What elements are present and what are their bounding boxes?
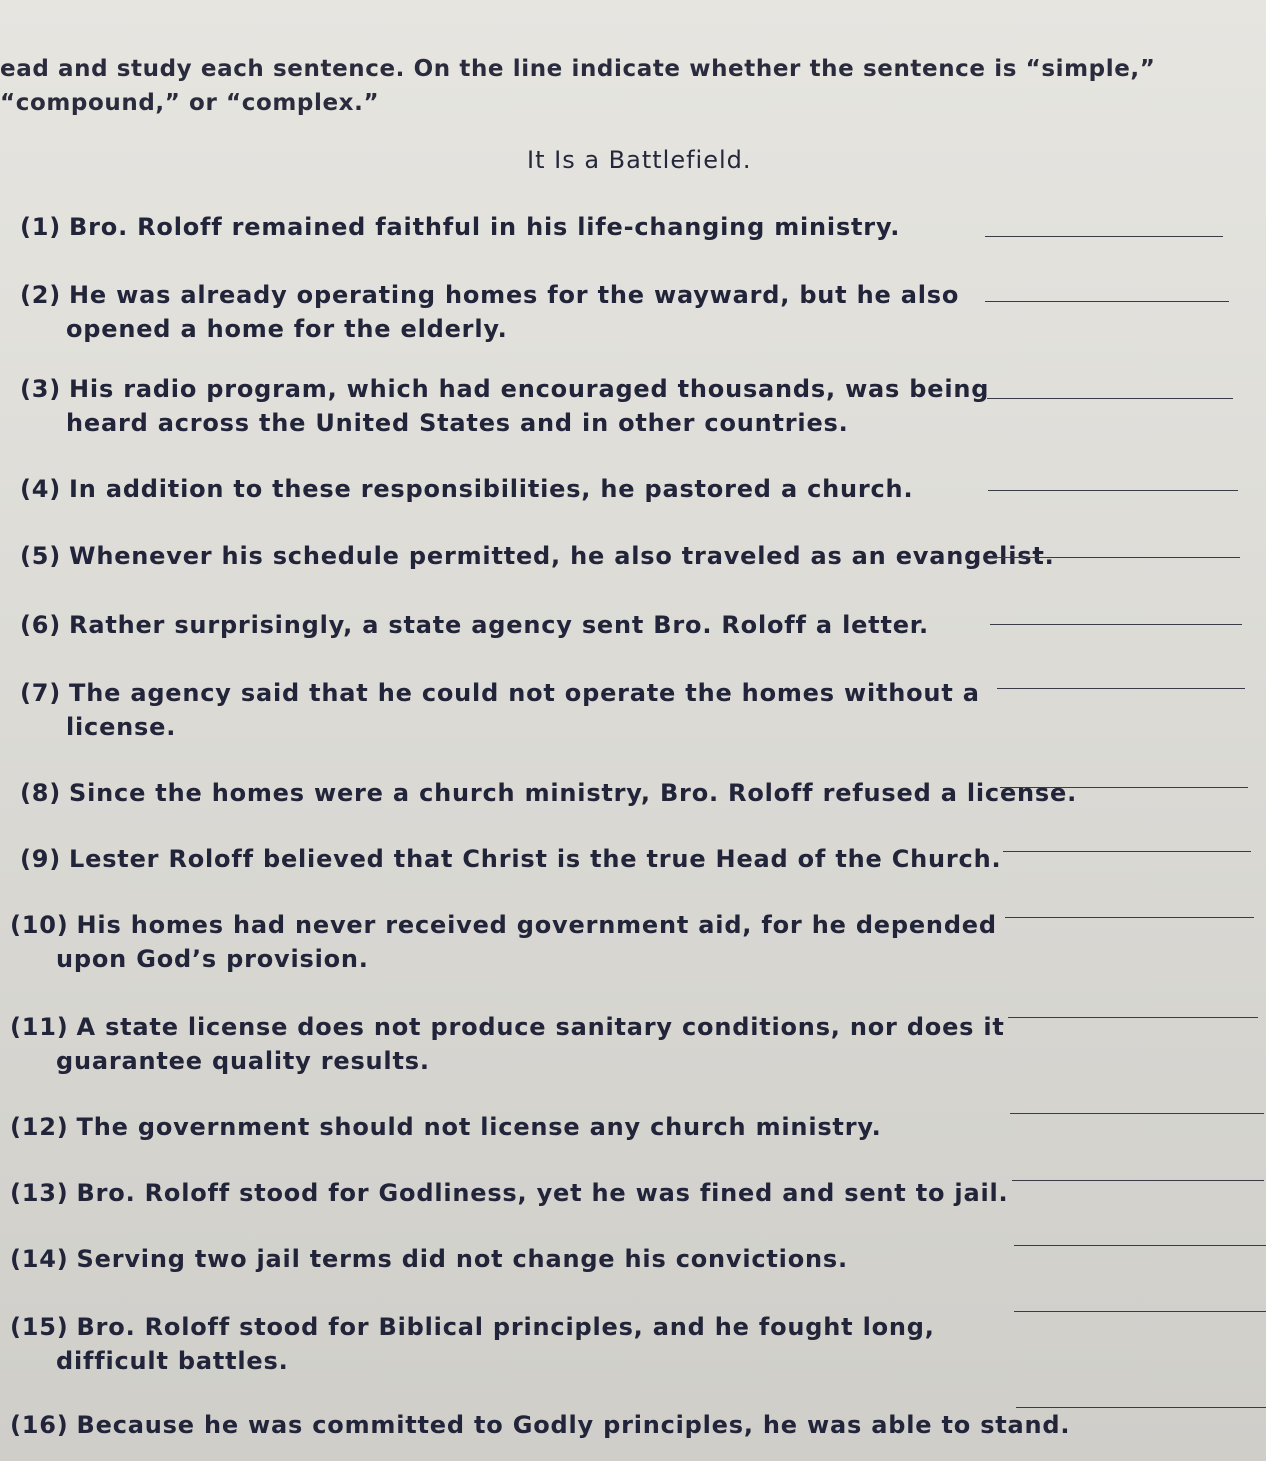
sentence-number: (6) <box>20 611 62 639</box>
answer-line-5[interactable] <box>990 557 1240 558</box>
sentence-number: (2) <box>20 281 62 309</box>
answer-line-4[interactable] <box>988 490 1238 491</box>
sentence-text: The government should not license any church ministry. <box>76 1113 882 1141</box>
sentence-text-continued: difficult battles. <box>56 1347 289 1375</box>
answer-line-11[interactable] <box>1008 1017 1258 1018</box>
sentence-item-2 <box>20 278 959 346</box>
sentence-number: (16) <box>10 1411 69 1439</box>
sentence-text: His homes had never received government aid, for he depended <box>76 911 997 939</box>
sentence-text-continued: upon God’s provision. <box>56 945 369 973</box>
answer-line-13[interactable] <box>1012 1180 1264 1181</box>
answer-line-8[interactable] <box>1000 787 1248 788</box>
answer-line-3[interactable] <box>987 398 1233 399</box>
sentence-text: His radio program, which had encouraged thousands, was being <box>69 375 990 403</box>
answer-line-2[interactable] <box>985 301 1229 302</box>
sentence-text-continued: opened a home for the elderly. <box>66 315 508 343</box>
instructions-text: ead and study each sentence. On the line indicate whether the sentence is “simple,” “compound,” or “complex.” <box>0 56 1156 116</box>
answer-line-14[interactable] <box>1014 1245 1266 1246</box>
worksheet-title: It Is a Battlefield. <box>527 146 752 174</box>
sentence-number: (7) <box>20 679 62 707</box>
sentence-item-7 <box>20 676 980 744</box>
sentence-text: In addition to these responsibilities, he pastored a church. <box>69 475 914 503</box>
sentence-number: (11) <box>10 1013 69 1041</box>
sentence-text-continued: license. <box>66 713 177 741</box>
answer-line-12[interactable] <box>1010 1113 1264 1114</box>
sentence-text: Because he was committed to Godly principles, he was able to stand. <box>76 1411 1071 1439</box>
sentence-number: (14) <box>10 1245 69 1273</box>
sentence-item-1 <box>20 210 900 244</box>
sentence-number: (12) <box>10 1113 69 1141</box>
sentence-item-3 <box>20 372 989 440</box>
sentence-item-15 <box>10 1310 935 1378</box>
sentence-item-11 <box>10 1010 1005 1078</box>
sentence-text: Bro. Roloff stood for Biblical principles, and he fought long, <box>76 1313 935 1341</box>
answer-line-16[interactable] <box>1016 1407 1266 1408</box>
sentence-text-continued: guarantee quality results. <box>56 1047 430 1075</box>
sentence-item-12 <box>10 1110 882 1144</box>
sentence-number: (10) <box>10 911 69 939</box>
sentence-number: (13) <box>10 1179 69 1207</box>
sentence-item-10 <box>10 908 997 976</box>
sentence-text: He was already operating homes for the wayward, but he also <box>69 281 960 309</box>
sentence-item-4 <box>20 472 913 506</box>
sentence-number: (1) <box>20 213 62 241</box>
sentence-item-14 <box>10 1242 848 1276</box>
sentence-item-5 <box>20 539 1055 573</box>
sentence-text: Serving two jail terms did not change his convictions. <box>76 1245 848 1273</box>
sentence-number: (8) <box>20 779 62 807</box>
answer-line-10[interactable] <box>1005 917 1254 918</box>
sentence-text: The agency said that he could not operate the homes without a <box>69 679 980 707</box>
answer-line-15[interactable] <box>1014 1311 1266 1312</box>
sentence-number: (3) <box>20 375 62 403</box>
sentence-text: Bro. Roloff stood for Godliness, yet he was fined and sent to jail. <box>76 1179 1009 1207</box>
answer-line-1[interactable] <box>985 236 1223 237</box>
sentence-number: (9) <box>20 845 62 873</box>
sentence-text: Since the homes were a church ministry, Bro. Roloff refused a license. <box>69 779 1077 807</box>
answer-line-9[interactable] <box>1003 851 1251 852</box>
sentence-item-13 <box>10 1176 1008 1210</box>
sentence-item-16 <box>10 1408 1070 1442</box>
sentence-text: Whenever his schedule permitted, he also traveled as an evangelist. <box>69 542 1055 570</box>
sentence-text: Bro. Roloff remained faithful in his life-changing ministry. <box>69 213 901 241</box>
answer-line-7[interactable] <box>997 688 1245 689</box>
sentence-item-8 <box>20 776 1077 810</box>
sentence-number: (5) <box>20 542 62 570</box>
sentence-text-continued: heard across the United States and in other countries. <box>66 409 849 437</box>
sentence-text: Rather surprisingly, a state agency sent Bro. Roloff a letter. <box>69 611 929 639</box>
sentence-text: Lester Roloff believed that Christ is the true Head of the Church. <box>69 845 1002 873</box>
sentence-text: A state license does not produce sanitary conditions, nor does it <box>76 1013 1005 1041</box>
sentence-number: (15) <box>10 1313 69 1341</box>
sentence-number: (4) <box>20 475 62 503</box>
sentence-item-9 <box>20 842 1001 876</box>
answer-line-6[interactable] <box>990 624 1242 625</box>
sentence-item-6 <box>20 608 929 642</box>
